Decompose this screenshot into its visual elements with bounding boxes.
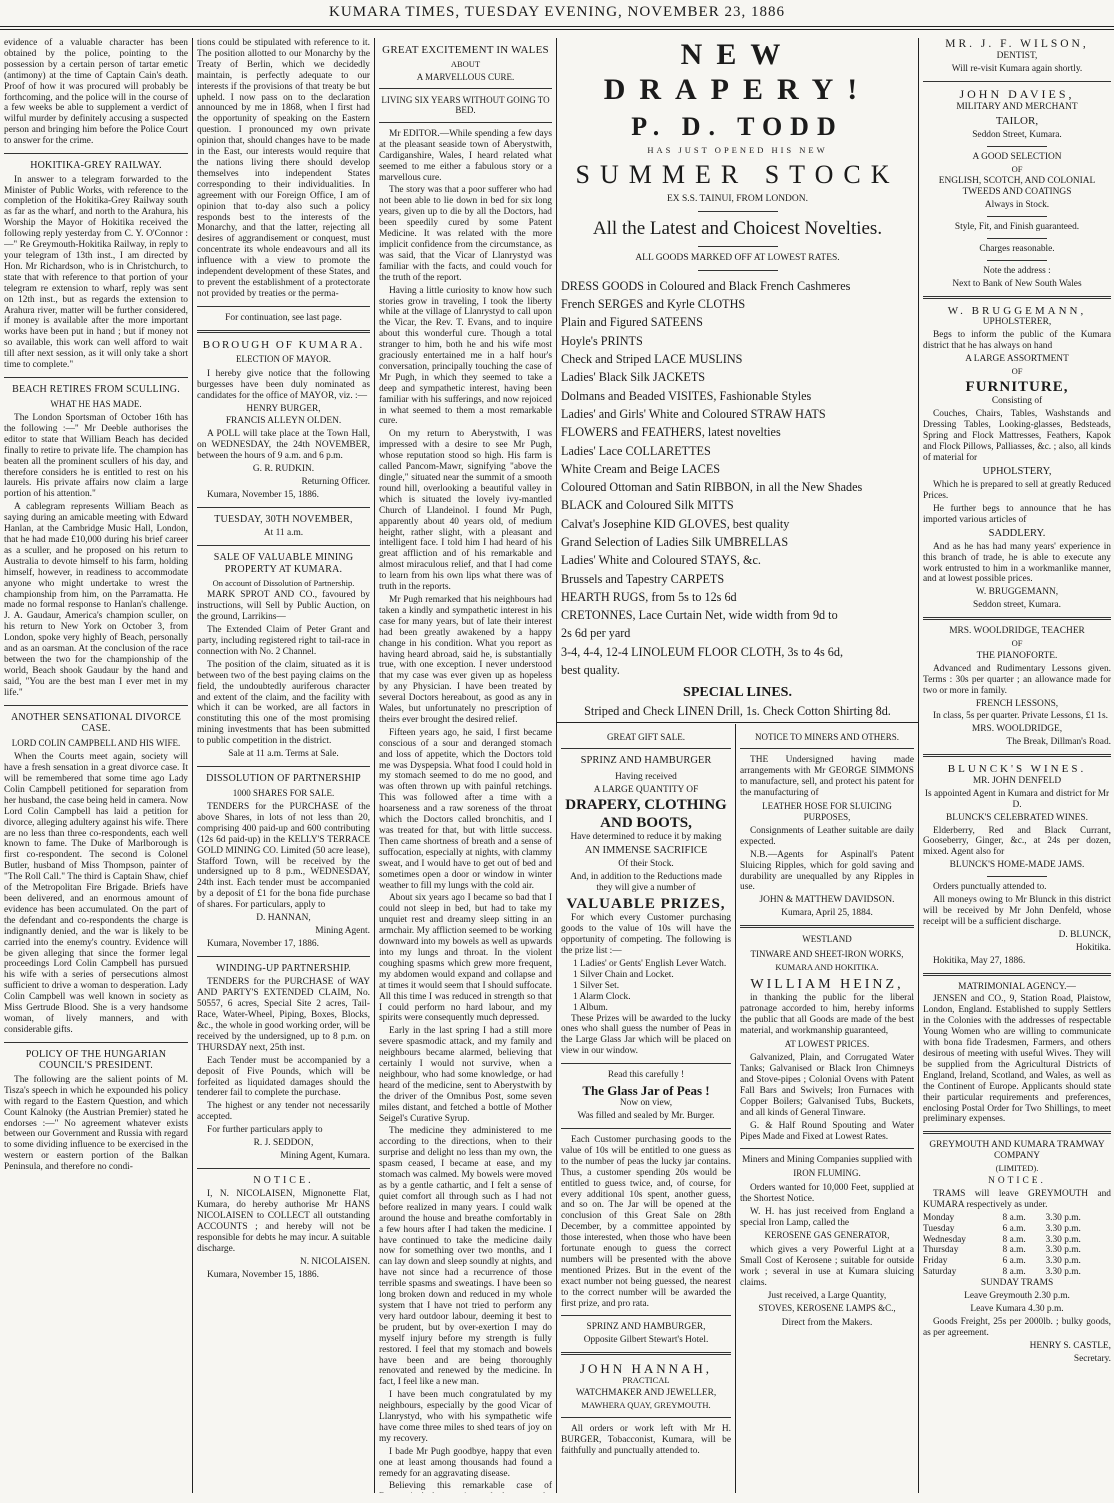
divider xyxy=(561,1417,731,1418)
column-5 xyxy=(923,38,1111,1493)
divider xyxy=(987,260,1047,261)
advert-text: (LIMITED). xyxy=(995,1163,1039,1174)
article-text: Believing this remarkable case of xyxy=(389,1481,552,1492)
article-text: A cablegram represents William Beach as saying during an amicable meeting with Edward Hanlan, at the Cambridge Music Hall, London, that he had made £10,000 during his brief career as a sculler, and he proposed on his return to Australia to devote himself to his farm, holding himself, however, in readiness to accommodate anyone who might undertake to wrest the championship from him, on the Parramatta. He made no formal response to Hanlan's challenge. J. A. Gaudaur, America's champion sculler, on his return to New York on October 3, from London, spoke very highly of Beach, personally and as an oarsman. At the conclusion of the race between the two for the championship of the world, Beach shook Gaudaur by the hand and said, "You are the best man I ever met in my life." xyxy=(4,502,188,698)
advert-slogan: All the Latest and Choicest Novelties. xyxy=(592,217,883,239)
advert-text: Now on view, xyxy=(619,1098,673,1109)
prize-list xyxy=(561,959,731,1014)
signature: SPRINZ AND HAMBURGER, xyxy=(586,1322,706,1333)
divider xyxy=(561,1063,731,1064)
divider xyxy=(197,1168,370,1169)
goods-list-item: best quality. xyxy=(561,663,620,678)
advert-product: STOVES, KEROSENE LAMPS &C., xyxy=(758,1303,896,1314)
advertiser-address: Seddon Street, Kumara. xyxy=(972,129,1062,140)
advert-text: Is appointed Agent in Kumara and district for Mr D. xyxy=(924,788,1110,810)
advert-text: JENSEN and CO., 9, Station Road, Plaistow, London, England. Established to supply Settlers in the Colonies with the addresses of respectable Young Women who are willing to communicate with bona fide Tradesmen, Farmers, and others desirous of meeting with useful Wives. They will be supplied from the Agricultural Districts of England, Ireland, Scotland, and Wales, as well as the Continent of Europe. Applicants should state their particular requirements and preferences, enclosing Postal Order for Two Shillings, to meet preliminary expenses. xyxy=(923,994,1111,1125)
article-text: Mr Pugh remarked that his neighbours had taken a kindly and sympathetic interest in his case for many years, but of late their interest had been greatly awakened by a happy change in his condition. What you report as having heard abroad, said he, is substantially true, with one exception. I never understood that my case was ever given up as hopeless by any Physician. I have been treated by several Doctors hereabout, as good as any in Wales, but unfortunately no prescription of theirs ever brought the desired relief. xyxy=(379,594,552,725)
goods-list-item: Check and Striped LACE MUSLINS xyxy=(561,352,743,367)
advert-glass-jar: The Glass Jar of Peas ! xyxy=(582,1083,710,1099)
signature-title: Returning Officer. xyxy=(301,477,370,487)
advert-text: Read this carefully ! xyxy=(607,1070,685,1081)
notice-text: The Extended Claim of Peter Grant and party, including registered right to tail-race in connection with No. 2 Channel. xyxy=(197,625,370,657)
goods-list-item: White Cream and Beige LACES xyxy=(561,461,721,476)
divider xyxy=(197,330,370,333)
column-divider xyxy=(192,38,193,1493)
column-divider xyxy=(918,38,919,1493)
article-text: About six years ago I became so bad that I could not sleep in bed, but had to take my unquiet rest and dreamy sleep sitting in an armchair. My affliction seemed to be working downward into my bowels as well as upwards into my lungs and throat. In the violent coughing spasms which grew more frequent, my abdomen would expand and collapse and at times it would seem that I should suffocate. All this time I was reduced in strength so that I could perform no hard labour, and my spirits were consequently much depressed. xyxy=(379,893,552,1024)
goods-list-item: 2s 6d per yard xyxy=(561,626,631,641)
timetable-cell-a: 8 a.m. xyxy=(1002,1234,1026,1245)
goods-list-item: BLACK and Coloured Silk MITTS xyxy=(561,498,734,513)
candidate: FRANCIS ALLEYN OLDEN. xyxy=(225,416,342,427)
signature-title: Secretary. xyxy=(1073,1353,1111,1364)
advert-product: IRON FLUMING. xyxy=(793,1168,861,1179)
timetable-cell-a: 8 a.m. xyxy=(1002,1245,1026,1256)
advertiser-trade: MILITARY AND MERCHANT xyxy=(956,102,1078,113)
divider xyxy=(987,876,1047,877)
section-rule xyxy=(557,722,918,723)
divider xyxy=(197,766,370,767)
time-line: At 11 a.m. xyxy=(263,528,304,539)
advert-text: Charges reasonable. xyxy=(979,244,1055,254)
column-divider xyxy=(735,724,736,1493)
prize-item: 1 Silver Chain and Locket. xyxy=(573,969,674,980)
signature-title: Mining Agent. xyxy=(315,925,370,936)
divider xyxy=(923,81,1111,82)
article-text: tions could be stipulated with reference to it. The position allotted to our Monarchy by the Treaty of Berlin, which we decidedly maintain, is perfectly adequate to our interests if the provisions of that treaty be but upheld. I now pass on to the declaration announced by me in 1868, when I first had the opportunity of speaking on the Eastern question. I pronounced my own private opinion that, should changes have to be made in the East, our interests would require that the nations living there should develop themselves into independent States corresponding to their individualities. In agreement with our Foreign Office, I am of opinion that to-day also such a policy responds best to the interests of the Monarchy, and that the latter, rejecting all desires of aggrandisement or conquest, must concentrate its whole endeavours and all its influence with a view to promote the independent development of these States, and to prevent the establishment of a protectorate not provided by treaties or the perma- xyxy=(197,38,370,299)
divider xyxy=(561,1315,731,1316)
column-1 xyxy=(4,38,188,1493)
advert-text: And, in addition to the Reductions made they will give a number of xyxy=(570,872,722,894)
advert-text: OF xyxy=(1011,638,1023,649)
subheadline: A MARVELLOUS CURE. xyxy=(416,71,515,82)
signature-address: Opposite Gilbert Stewart's Hotel. xyxy=(583,1335,709,1346)
advertiser-trade: UPHOLSTERER, xyxy=(982,317,1052,328)
timetable-cell-day: Thursday xyxy=(923,1245,959,1256)
goods-list-item: Brussels and Tapestry CARPETS xyxy=(561,571,725,586)
signature: G. R. RUDKIN. xyxy=(252,464,315,475)
divider xyxy=(4,1042,188,1043)
signature-address: Seddon street, Kumara. xyxy=(973,600,1061,611)
article-text: The following are the salient points of M. Tisza's speech in which he expounded his policy with regard to the Eastern Question, and which Count Kalnoky (the Austrian Premier) stated he endorses :—" No agreement whatever exists between our Government and Russia with regard to some dividing influence to be exercised in the western or eastern portion of the Balkan Peninsula, and therefore no condi- xyxy=(4,1074,188,1173)
advertiser-name: GREYMOUTH AND KUMARA TRAMWAY COMPANY xyxy=(929,1140,1105,1162)
goods-list-item: 3-4, 4-4, 12-4 LINOLEUM FLOOR CLOTH, 3s to 4s 6d, xyxy=(561,644,843,659)
advert-text: Orders wanted for 10,000 Feet, supplied at the Shortest Notice. xyxy=(740,1182,914,1204)
merchant-name: JOHN HANNAH, xyxy=(579,1361,713,1377)
goods-list-item: FLOWERS and FEATHERS, latest novelties xyxy=(561,425,781,440)
goods-list-item: Ladies' and Girls' White and Coloured STRAW HATS xyxy=(561,406,826,421)
advert-text: Leave Kumara 4.30 p.m. xyxy=(970,1303,1064,1314)
divider xyxy=(4,705,188,706)
subheadline: ABOUT xyxy=(450,58,481,69)
subheadline: WHAT HE HAS MADE. xyxy=(50,398,142,409)
advertiser-name: W. BRUGGEMANN, xyxy=(947,304,1087,317)
advert-text: Begs to inform the public of the Kumara district that he has always on hand xyxy=(923,330,1111,352)
notice-text: I, N. NICOLAISEN, Mignonette Flat, Kumara, do hereby authorise Mr HANS NICOLAISEN to COLLECT all outstanding ACCOUNTS ; and hereby will not be responsible for debts he may incur. A suitable discharge. xyxy=(197,1189,370,1254)
notice-text: The highest or any tender not necessarily accepted. xyxy=(197,1101,370,1123)
notice-text: A POLL will take place at the Town Hall, on WEDNESDAY, the 24th NOVEMBER, between the hours of 9 a.m. and 6 p.m. xyxy=(197,429,370,462)
timetable-cell-b: 3.30 p.m. xyxy=(1045,1267,1081,1278)
advert-text: And as he has had many years' experience in this branch of trade, he is able to execute any work entrusted to him in a workmanlike manner, and at lowest possible prices. xyxy=(923,541,1111,585)
advert-text: Miners and Mining Companies supplied with xyxy=(741,1155,913,1166)
advert-furniture: FURNITURE, xyxy=(965,378,1069,395)
divider xyxy=(561,1128,731,1129)
masthead: KUMARA TIMES, TUESDAY EVENING, NOVEMBER 23, 1886 xyxy=(329,4,785,20)
timetable-cell-a: 8 a.m. xyxy=(1002,1267,1026,1278)
advertiser-trade: DENTIST, xyxy=(996,51,1038,62)
advert-title: NEW DRAPERY! xyxy=(603,38,872,106)
divider xyxy=(923,296,1111,299)
timetable-cell-a: 6 a.m. xyxy=(1002,1223,1026,1234)
divider xyxy=(923,754,1111,757)
article-text: When the Courts meet again, society will have a fresh sensation in a great divorce case. It will be remembered that some time ago Lady Colin Campbell petitioned for separation from her husband, the case being held in camera. Now Lord Colin Campbell has laid a petition for divorce, alleging adultery against his wife. There are no less than three co-respondents, each well known to fame. The Duke of Marlborough is first co-respondent. The second is Colonel Butler, husband of Miss Thompson, painter of "The Roll Call." The third is Captain Shaw, chief of the Metropolitan Fire Brigade. Briefs have been delivered, and an enormous amount of evidence has been accumulated. On the part of the defendant and co-respondents the charge is indignantly denied, and the war is likely to be carried into the enemy's country. Evidence will be given alleging that since the former legal proceedings Lord Colin Campbell has pursued his wife with a series of persecutions almost sufficient to drive a woman to desperation. Lady Colin Campbell was well known in society as Miss Gertrude Blood. She is a very handsome woman, of lively manners, and with considerable gifts. xyxy=(4,752,188,1035)
date-line: Hokitika, May 27, 1886. xyxy=(933,955,1026,966)
advert-product: KEROSENE GAS GENERATOR, xyxy=(764,1230,890,1241)
divider xyxy=(698,246,778,247)
goods-list-item: Calvat's Josephine KID GLOVES, best quality xyxy=(561,516,790,531)
advert-text: All orders or work left with Mr H. BURGER, Tobacconist, Kumara, will be faithfully and punctually attended to. xyxy=(561,1423,731,1456)
headline: NOTICE. xyxy=(253,1174,314,1186)
goods-list-item: French SERGES and Kyrle CLOTHS xyxy=(561,297,746,312)
special-line-item: Striped and Check LINEN Drill, 1s. Check Cotton Shirting 8d. xyxy=(584,703,891,718)
advert-text: Which he is prepared to sell at greatly Reduced Prices. xyxy=(923,479,1111,501)
special-lines-list xyxy=(561,702,914,720)
article-text: evidence of a valuable character has been obtained by the police, pointing to the possession by a certain person of tartar emetic (antimony) at the time of Captain Cain's death. Proof of how it was procured will probably be forthcoming, and the police will in the course of a few weeks be able to supplement a verdict of wilful murder by definitely accusing a suspected person and bringing him before the Police Court to answer for the crime. xyxy=(4,38,188,147)
date-line: Kumara, November 17, 1886. xyxy=(207,938,319,949)
goods-list-item: HEARTH RUGS, from 5s to 12s 6d xyxy=(561,589,737,604)
advert-text: Have determined to reduce it by making xyxy=(570,832,722,843)
advert-text: W. H. has just received from England a special Iron Lamp, called the xyxy=(740,1206,914,1228)
advert-text: A LARGE QUANTITY OF xyxy=(593,784,699,795)
timetable-row xyxy=(923,1213,1111,1224)
timetable-cell-a: 8 a.m. xyxy=(1002,1212,1026,1223)
advertiser-trade: THE PIANOFORTE. xyxy=(976,650,1058,661)
divider xyxy=(740,925,914,928)
divider xyxy=(923,973,1111,976)
article-text: Mr EDITOR.—While spending a few days at the pleasant seaside town of Aberystwith, Cardiganshire, Wales, I heard related what seemed to me either a fabulous story or a marvellous cure. xyxy=(379,128,552,183)
divider xyxy=(740,1148,914,1149)
timetable-cell-a: 6 a.m. xyxy=(1002,1256,1026,1267)
advert-text: For which every Customer purchasing goods to the value of 10s will have the opportunity of competing. The following is the prize list :— xyxy=(561,913,731,957)
notice-text: MARK SPROT AND CO., favoured by instructions, will Sell by Public Auction, on the ground, Larrikins— xyxy=(197,590,370,623)
advert-text: NOTICE. xyxy=(988,1176,1046,1186)
merchant-name: WILLIAM HEINZ, xyxy=(750,976,904,992)
goods-list-item: DRESS GOODS in Coloured and Black French Cashmeres xyxy=(561,278,851,293)
advert-prices: AT LOWEST PRICES. xyxy=(784,1038,870,1049)
advert-text: N.B.—Agents for Aspinall's Patent Sluicing Ripples, which for gold saving and durability are unequalled by any Ripples in use. xyxy=(740,849,914,893)
subheadline: KUMARA AND HOKITIKA. xyxy=(775,962,879,973)
divider xyxy=(4,153,188,154)
signature: R. J. SEDDON, xyxy=(253,1138,314,1149)
advert-stock: SUMMER STOCK xyxy=(575,159,900,189)
goods-list-item: Plain and Figured SATEENS xyxy=(561,315,703,330)
goods-list-item: Grand Selection of Ladies Silk UMBRELLAS xyxy=(561,534,789,549)
headline: GREAT EXCITEMENT IN WALES xyxy=(382,44,549,56)
advert-text: THE Undersigned having made arrangements with Mr GEORGE SIMMONS to manufacture, sell, and protect his patent for the manufacturing of xyxy=(740,755,914,799)
advert-text: Direct from the Makers. xyxy=(781,1317,873,1328)
goods-list-item: Ladies' White and Coloured STAYS, &c. xyxy=(561,553,761,568)
advert-text: OF xyxy=(1011,163,1023,174)
headline: NOTICE TO MINERS AND OTHERS. xyxy=(755,732,899,742)
divider xyxy=(561,748,731,749)
advert-text: Couches, Chairs, Tables, Washstands and Dressing Tables, Looking-glasses, Bedsteads, Spring and Flock Mattresses, Feathers, Kapok and Flock Pillows, Palliasses, &c. ; also, all kinds of material for xyxy=(923,409,1111,463)
advert-text: SUNDAY TRAMS xyxy=(980,1278,1054,1289)
advert-saddlery: SADDLERY. xyxy=(988,527,1046,539)
timetable-row xyxy=(923,1245,1111,1256)
subheadline: LIVING SIX YEARS WITHOUT GOING TO BED. xyxy=(381,95,550,116)
advert-prizes: VALUABLE PRIZES, xyxy=(566,896,726,912)
notice-text: Each Tender must be accompanied by a deposit of Five Pounds, which will be forfeited as liquidated damages should the tenderer fail to complete the purchase. xyxy=(197,1055,370,1099)
advertiser-name: MR. J. F. WILSON, xyxy=(945,38,1089,50)
divider xyxy=(197,545,370,546)
signature: D. BLUNCK, xyxy=(1058,929,1111,940)
column-divider xyxy=(374,38,375,1493)
advert-text: which gives a very Powerful Light at a Small Cost of Kerosene ; suitable for outside work ; several in use at Kumara sluicing claims. xyxy=(740,1244,914,1288)
divider xyxy=(740,748,914,749)
headline: BEACH RETIRES FROM SCULLING. xyxy=(12,383,180,395)
advert-text: All moneys owing to Mr Blunck in this district will be received by Mr John Denfeld, whose receipt will be a sufficient discharge. xyxy=(923,895,1111,927)
headline: SALE OF VALUABLE MINING PROPERTY AT KUMARA. xyxy=(213,552,354,575)
divider xyxy=(987,216,1047,217)
advert-text: Just received, a Large Quantity, xyxy=(767,1290,887,1301)
timetable-cell-b: 3.30 p.m. xyxy=(1045,1212,1081,1223)
article-text: The medicine they administered to me according to the directions, when to their surprise and delight no less than my own, the spasm ceased, I became at ease, and my stomach was calmed. My bowels were moved as by a gentle cathartic, and I felt a sense of quiet comfort all through such as I had not before realized in many years. I could walk around the house and breathe comfortably in a few hours after I had taken the medicine. I have continued to take the medicine daily now for something over two months, and I can lay down and sleep soundly at nights, and have not since had a recurrence of those terrible spasms and sweatings. I have been so long broken down and reduced in my whole system that I have not tried to perform any very hard outdoor labour, deeming it best to be prudent, but by over-exertion I may do myself injury before my strength is fully restored. I feel that my stomach and bowels have been and are being thoroughly renovated and renewed by the medicine. In fact, I feel like a new man. xyxy=(379,1126,552,1388)
advert-text: Was filled and sealed by Mr. Burger. xyxy=(577,1111,715,1122)
timetable-cell-day: Wednesday xyxy=(923,1234,966,1245)
article-text: I bade Mr Pugh goodbye, happy that even one at least among thousands had found a remedy for an aggravating disease. xyxy=(379,1446,552,1479)
goods-list-item: Coloured Ottoman and Satin RIBBON, in all the New Shades xyxy=(561,480,863,495)
article-text: Having a little curiosity to know how such stories grow in traveling, I took the liberty while at the village of Llanrystyd to call upon the Vicar, the Rev. T. Evans, and to inquire about this wonderful cure. Though a total stranger to him, both he and his wife most graciously entertained me in a half hour's conversation, principally touching the case of Mr Pugh, in which they seemed to take a deep and sympathetic interest, having been familiar with his sufferings, and now rejoiced in what seemed to them a most remarkable cure. xyxy=(379,285,552,427)
headline: WESTLAND xyxy=(802,934,852,945)
article-text: The story was that a poor sufferer who had not been able to lie down in bed for six long years, given up to die by all the Doctors, had been speedily cured by some Patent Medicine. It was related with the more implicit confidence from the circumstance, as was said, that the Vicar of Llanrystyd was familiar with the facts, and could vouch for the truth of the report. xyxy=(379,185,552,283)
article-text: The London Sportsman of October 16th has the following :—" Mr Deeble authorises the editor to state that William Beach has decided finally to retire to private life. The champion has beaten all the prominent scullers of his day, and therefore considers he is entitled to rest on his laurels. His private affairs now claim a large portion of his attention." xyxy=(4,413,188,500)
goods-list-item: Ladies' Black Silk JACKETS xyxy=(561,370,706,385)
prize-item: 1 Silver Set. xyxy=(573,980,620,991)
advert-merchant: P. D. TODD xyxy=(631,111,844,141)
date-line: Kumara, November 15, 1886. xyxy=(207,1269,319,1280)
advertiser-trade: TAILOR, xyxy=(995,114,1039,127)
headline: BOROUGH OF KUMARA. xyxy=(202,338,365,351)
advert-text: PRACTICAL xyxy=(622,1375,670,1386)
timetable-cell-b: 3.30 p.m. xyxy=(1045,1223,1081,1234)
notice-text: I hereby give notice that the following burgesses have been duly nominated as candidates for the office of MAYOR, viz. :— xyxy=(197,368,370,401)
terms-line: Sale at 11 a.m. Terms at Sale. xyxy=(228,749,339,760)
notice-text: TENDERS for the PURCHASE of WAY AND PARTY'S EXTENDED CLAIM, No. 50557, 6 acres, Special Site 2 acres, Tail-Race, Water-Wheel, Piping, Boxes, Blocks, &c., the whole in good working order, will be received by the undersigned, up to 8 p.m. on THURSDAY next, 25th inst. xyxy=(197,977,370,1053)
divider xyxy=(197,306,370,307)
advert-text: OF xyxy=(1011,366,1023,377)
advert-text: Goods Freight, 25s per 2000lb. ; bulky goods, as per agreement. xyxy=(923,1316,1111,1338)
goods-list-item: Hoyle's PRINTS xyxy=(561,333,643,348)
column-4b xyxy=(740,730,914,1493)
advert-text: Leave Greymouth 2.30 p.m. xyxy=(964,1291,1070,1302)
prize-item: 1 Ladies' or Gents' English Lever Watch. xyxy=(573,959,727,970)
advert-text: Galvanized, Plain, and Corrugated Water Tanks; Galvanised or Black Iron Chimneys and Stove-pipes ; Colonial Ovens with Patent Fall Bars and Swivels; Iron Furnaces with Copper Boilers; Galvanised Tubs, Buckets, and all kinds of General Tinware. xyxy=(740,1053,914,1118)
advert-text: G. & Half Round Spouting and Water Pipes Made and Fixed at Lowest Rates. xyxy=(740,1120,914,1142)
advert-text: Consisting of xyxy=(991,396,1043,407)
divider xyxy=(987,238,1047,239)
advert-text: TRAMS will leave GREYMOUTH and KUMARA respectively as under. xyxy=(923,1188,1111,1210)
advert-text: BLUNCK'S CELEBRATED WINES. xyxy=(946,812,1088,823)
signature: N. NICOLAISEN. xyxy=(299,1256,370,1267)
advert-text: AN IMMENSE SACRIFICE xyxy=(584,845,708,857)
advert-text: Advanced and Rudimentary Lessons given. Terms : 30s per quarter ; an allowance made for two or more in family. xyxy=(923,663,1111,696)
advert-subtitle: HAS JUST OPENED HIS NEW xyxy=(647,144,828,155)
divider xyxy=(923,617,1111,620)
advert-text: A GOOD SELECTION xyxy=(972,151,1062,162)
advert-text: Having received xyxy=(615,771,677,782)
column-2 xyxy=(197,38,370,1493)
advert-text: Consignments of Leather suitable are daily expected. xyxy=(740,825,914,847)
date-line: Kumara, November 15, 1886. xyxy=(207,489,319,500)
article-text: I have been much congratulated by my neighbours, especially by the good Vicar of Llanrystyd, who with his sympathetic wife have come three miles to shed tears of joy on my recovery. xyxy=(379,1390,552,1444)
article-text: Early in the last spring I had a still more severe spasmodic attack, and my family and neighbours became alarmed, believing that certainly I would not survive, when a neighbour, who had some knowledge, or had heard of the medicine, sent to Aberystwith by the driver of the Omnibus Post, some seven miles distant, and fetched a bottle of Mother Seigel's Curative Syrup. xyxy=(379,1026,552,1124)
divider xyxy=(197,507,370,508)
divider xyxy=(561,1352,731,1355)
advert-text: A LARGE ASSORTMENT xyxy=(965,354,1069,365)
headline: DISSOLUTION OF PARTNERSHIP xyxy=(206,772,361,784)
advert-source: EX S.S. TAINUI, FROM LONDON. xyxy=(666,193,809,204)
advert-text: Of their Stock. xyxy=(618,859,674,870)
advert-text: BLUNCK'S HOME-MADE JAMS. xyxy=(949,860,1085,871)
timetable-row xyxy=(923,1235,1111,1246)
timetable-cell-day: Saturday xyxy=(923,1267,957,1278)
advert-text: In class, 5s per quarter. Private Lessons, £1 1s. xyxy=(933,711,1108,722)
notice-text: TENDERS for the PURCHASE of the above Shares, in lots of not less than 20, comprising 400 paid-up and 600 contributing (12s 6d paid-up) in the KELLY'S TERRACE GOLD MINING CO. Limited (50 acre lease), Stafford Town, will be received by the undersigned up to 8 p.m., WEDNESDAY, 24th inst. Each tender must be accompanied by a deposit of £1 for the bona fide purchase of shares. For particulars, apply to xyxy=(197,801,370,911)
timetable-cell-b: 3.30 p.m. xyxy=(1045,1234,1081,1245)
signature-address: Hokitika. xyxy=(1075,942,1111,953)
divider xyxy=(987,146,1047,147)
signature: JOHN & MATTHEW DAVIDSON. xyxy=(759,895,895,906)
column-3 xyxy=(379,38,552,1493)
timetable-row xyxy=(923,1256,1111,1267)
headline: GREAT GIFT SALE. xyxy=(607,732,685,742)
signature: D. HANNAN, xyxy=(256,913,311,924)
notice-text: For further particulars apply to xyxy=(207,1125,323,1136)
masthead-rule-2 xyxy=(0,29,1114,30)
advert-text: ENGLISH, SCOTCH, AND COLONIAL TWEEDS AND COATINGS xyxy=(938,176,1096,198)
advert-text: Will re-visit Kumara again shortly. xyxy=(951,64,1083,75)
signature: MRS. WOOLDRIDGE, xyxy=(971,724,1063,735)
divider xyxy=(698,270,778,271)
timetable-cell-day: Friday xyxy=(923,1256,948,1267)
subheadline: 1000 SHARES FOR SALE. xyxy=(232,787,335,798)
divider xyxy=(197,956,370,957)
timetable-cell-b: 3.30 p.m. xyxy=(1045,1245,1081,1256)
advertiser-name: MATRIMONIAL AGENCY.— xyxy=(958,981,1076,992)
subheadline: On account of Dissolution of Partnership. xyxy=(212,577,355,588)
article-text: On my return to Aberystwith, I was impressed with a desire to see Mr Pugh, whose reputation stood so high. His farm is called Pancom-Mawr, signifying "above the dingle," situated near the summit of a smooth round hill, overlooking a beautiful valley in which is situated the lovely ivy-mantled Church of Llandeinol. I found Mr Pugh, apparently about 40 years old, of medium height, rather slight, with a pleasant and intelligent face. I told him I had heard of his great affliction and of his remarkable and almost miraculous relief, and that I had come to learn from his own lips what there was of truth in the reports. xyxy=(379,429,552,593)
date-line: Kumara, April 25, 1884. xyxy=(781,908,873,919)
advert-text: Style, Fit, and Finish guaranteed. xyxy=(954,222,1080,233)
advert-upholstery: UPHOLSTERY, xyxy=(982,465,1052,477)
headline: POLICY OF THE HUNGARIAN COUNCIL'S PRESIDENT. xyxy=(25,1048,167,1072)
advert-text: in thanking the public for the liberal patronage accorded to him, hereby informs the public that all Goods are made of the best material, and workmanship guaranteed, xyxy=(740,993,914,1036)
prize-item: 1 Album. xyxy=(573,1002,608,1013)
headline: TINWARE AND SHEET-IRON WORKS, xyxy=(750,948,904,959)
advert-text: Note the address : xyxy=(983,265,1051,276)
advert-text: MR. JOHN DENFELD xyxy=(972,775,1062,786)
timetable-cell-b: 3.30 p.m. xyxy=(1045,1256,1081,1267)
advert-text: These Prizes will be awarded to the lucky ones who shall guess the number of Peas in the Large Glass Jar which will be placed on view in our window. xyxy=(561,1013,731,1057)
advert-text: Orders punctually attended to. xyxy=(933,882,1047,893)
headline: HOKITIKA-GREY RAILWAY. xyxy=(30,160,162,172)
article-text: Fifteen years ago, he said, I first became conscious of a sour and deranged stomach and loss of appetite, which the Doctors told me was Dyspepsia. What food I could hold in my stomach seemed to do me no good, and was often thrown up with painful retchings. This was followed after a time with a hoarseness and a raw soreness of the throat which the Doctors called bronchitis, and I was treated for that, but with little success. Then came shortness of breath and a sense of suffocation, especially at nights, with clammy sweat, and I would have to get out of bed and sometimes open a door or window in winter weather to fill my lungs with the cold air. xyxy=(379,727,552,891)
advert-text: Elderberry, Red and Black Currant, Gooseberry, Ginger, &c., at 24s per dozen, mixed. Agent also for xyxy=(923,825,1111,858)
advert-text: Next to Bank of New South Wales xyxy=(952,278,1082,289)
headline: ANOTHER SENSATIONAL DIVORCE CASE. xyxy=(10,711,182,735)
subheadline: ELECTION OF MAYOR. xyxy=(236,354,331,365)
headline: TUESDAY, 30TH NOVEMBER, xyxy=(214,513,353,525)
advert-text: Each Customer purchasing goods to the value of 10s will be entitled to one guess as to the number of peas the lucky jar contains. Thus, a customer spending 20s would be entitled to guess twice, and, of course, for every additional 10s spent, another guess, and so on. The Jar will be opened at the conclusion of this Great Sale on 28th December, by a committee appointed by those interested, when those who have been fortunate enough to guess the correct numbers will be presented with the above mentioned Prizes. But in the event of the exact number not being guessed, the nearest to the correct number will be awarded the first prize, and pro rata. xyxy=(561,1134,731,1309)
signature: HENRY S. CASTLE, xyxy=(1029,1340,1111,1351)
advert-goods: DRAPERY, CLOTHING AND BOOTS, xyxy=(565,797,727,831)
candidate: HENRY BURGER, xyxy=(246,403,321,414)
prize-item: 1 Alarm Clock. xyxy=(573,991,631,1002)
advertiser-name: BLUNCK'S WINES. xyxy=(947,763,1087,776)
notice-text: The position of the claim, situated as it is between two of the best paying claims on the field, the undoubtedly auriferous character and extent of the claim, and the facility with which it can be worked, are all factors in constituting this one of the most promising mining investments that has been submitted to public competition in the district. xyxy=(197,659,370,747)
special-lines-title: SPECIAL LINES. xyxy=(683,685,792,701)
advertiser-name: JOHN DAVIES, xyxy=(959,87,1075,102)
timetable-cell-day: Monday xyxy=(923,1212,955,1223)
timetable-cell-day: Tuesday xyxy=(923,1223,955,1234)
advert-product: LEATHER HOSE FOR SLUICING PURPOSES, xyxy=(762,801,892,822)
divider xyxy=(379,122,552,123)
subheadline: LORD COLIN CAMPBELL AND HIS WIFE. xyxy=(11,737,181,748)
goods-list-item: CRETONNES, Lace Curtain Net, wide width from 9d to xyxy=(561,608,838,623)
advert-text: MAWHERA QUAY, GREYMOUTH. xyxy=(581,1400,711,1411)
signature-address: The Break, Dillman's Road. xyxy=(1006,737,1111,748)
advert-note: ALL GOODS MARKED OFF AT LOWEST RATES. xyxy=(635,252,840,263)
divider xyxy=(379,88,552,89)
advert-text: Always in Stock. xyxy=(984,200,1050,211)
tram-timetable xyxy=(923,1213,1111,1278)
todd-advert xyxy=(561,38,914,720)
goods-list xyxy=(561,277,914,680)
article-text: In answer to a telegram forwarded to the Minister of Public Works, with reference to the completion of the Hokitika-Grey Railway south as far as the wharf, and north to the Arahura, his Worship the Mayor of Hokitika received the following reply yesterday from C. Y. O'Connor :—" Re Greymouth-Hokitika Railway, in reply to your telegram of 13th inst., I am directed by Hon. Mr Richardson, who is in Christchurch, to state that with reference to that portion of your telegram re extension to wharf, reply was sent on 12th inst., but as regards the extension to Arahura river, matter will be further considered, if money is available after the more important works have been put in hand ; but if money not so available, this work can well afford to wait till after next session, as it will only take a short time to complete." xyxy=(4,174,188,371)
goods-list-item: Ladies' Lace COLLARETTES xyxy=(561,443,711,458)
signature-title: Mining Agent, Kumara. xyxy=(280,1150,370,1161)
divider xyxy=(4,377,188,378)
merchant-name: SPRINZ AND HAMBURGER xyxy=(580,755,712,767)
divider xyxy=(698,211,778,212)
goods-list-item: Dolmans and Beaded VISITES, Fashionable Styles xyxy=(561,388,812,403)
timetable-row xyxy=(923,1267,1111,1278)
advert-text: FRENCH LESSONS, xyxy=(975,698,1059,709)
column-divider xyxy=(556,38,557,1493)
continuation-note: For continuation, see last page. xyxy=(225,312,342,323)
timetable-row xyxy=(923,1224,1111,1235)
column-4a xyxy=(561,730,731,1493)
advert-text: He further begs to announce that he has imported various articles of xyxy=(923,503,1111,525)
divider xyxy=(923,1131,1111,1134)
masthead-rule xyxy=(0,26,1114,27)
signature: W. BRUGGEMANN, xyxy=(975,587,1059,598)
headline: WINDING-UP PARTNERSHIP. xyxy=(216,962,351,974)
advertiser-name: MRS. WOOLDRIDGE, TEACHER xyxy=(949,626,1085,637)
advert-text: WATCHMAKER AND JEWELLER, xyxy=(575,1388,717,1399)
